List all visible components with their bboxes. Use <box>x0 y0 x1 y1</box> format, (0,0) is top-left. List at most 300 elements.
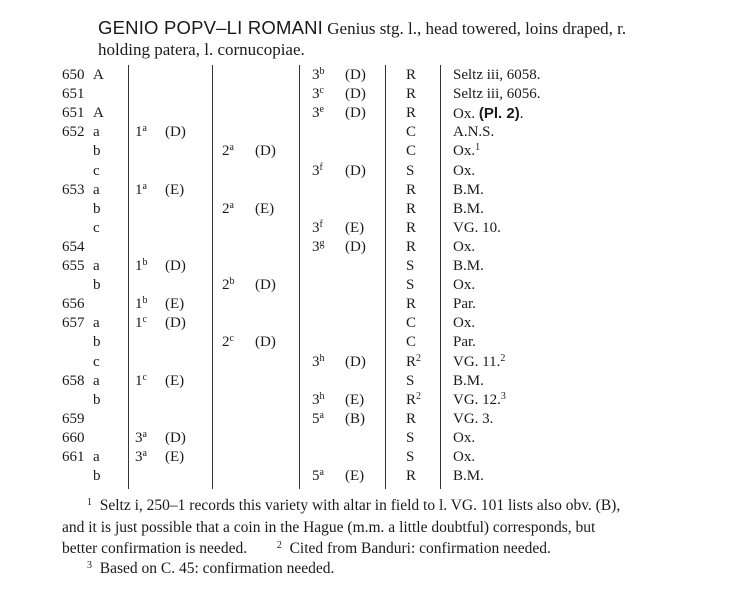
reference <box>453 123 494 142</box>
table-row <box>0 353 739 372</box>
reference <box>453 238 475 257</box>
rarity-value: C <box>406 315 417 332</box>
reference <box>453 257 484 276</box>
table-row <box>0 314 739 333</box>
rarity-value: S <box>406 449 415 465</box>
table-row <box>0 104 739 123</box>
obverse-col3-value: 3 <box>312 238 320 255</box>
rarity-value: R <box>406 353 417 370</box>
reference-value: B.M. <box>453 468 484 485</box>
table-row <box>0 123 739 142</box>
reference <box>453 219 501 238</box>
table-row <box>0 181 739 200</box>
catalogue-number-value: 654 <box>62 238 85 255</box>
catalogue-number <box>62 104 85 123</box>
rarity-value: C <box>406 334 417 351</box>
footnote-1-line2: and it is just possible that a coin in the Hague (m.m. a little doubtful) corresponds, but <box>62 519 596 536</box>
catalogue-number-value: 661 <box>62 449 85 465</box>
variety-letter <box>93 181 100 200</box>
rarity-value: R <box>406 200 417 217</box>
bust-col2-value: (D) <box>255 143 276 160</box>
bust-col3-value: (B) <box>345 410 365 427</box>
catalogue-number-value: 655 <box>62 258 85 274</box>
reference-value: B.M. <box>453 258 484 274</box>
obverse-col2 <box>222 200 234 219</box>
catalogue-number-value: 657 <box>62 315 85 332</box>
bust-col1 <box>165 123 186 142</box>
bust-col2 <box>255 200 274 219</box>
rarity-value: S <box>406 429 415 446</box>
catalogue-number <box>62 123 85 142</box>
bust-col1-value: (D) <box>165 258 186 274</box>
catalogue-number <box>62 314 85 333</box>
obverse-col3-value: 3 <box>312 86 320 103</box>
variety-letter-value: a <box>93 449 100 465</box>
reference <box>453 85 541 104</box>
reference-value: Ox. <box>453 429 476 446</box>
rarity <box>406 219 416 238</box>
obverse-col3-superscript: e <box>319 104 324 116</box>
bust-col1-value: (E) <box>165 296 185 313</box>
obverse-col3-superscript: f <box>319 161 323 173</box>
reference <box>453 276 475 295</box>
variety-letter-value: a <box>93 372 100 389</box>
bust-col3 <box>345 162 366 181</box>
rarity-value: R <box>406 181 417 198</box>
catalogue-number <box>62 85 85 104</box>
footnote-3 <box>87 560 334 578</box>
table-row <box>0 333 739 352</box>
bust-col1-value: (E) <box>165 449 185 465</box>
table-row <box>0 372 739 391</box>
obverse-col3 <box>312 162 323 181</box>
reference-value: Ox. <box>453 277 476 294</box>
reference-value: Ox. <box>453 143 476 160</box>
footnote-1-text-end: better confirmation is needed. <box>62 540 248 557</box>
variety-letter <box>93 200 101 219</box>
rarity-superscript: 2 <box>416 390 422 402</box>
variety-letter <box>93 276 101 295</box>
obverse-col3 <box>312 391 325 410</box>
obverse-col1-value: 1 <box>135 372 143 389</box>
catalogue-number-value: 650 <box>62 67 85 83</box>
variety-letter-value: c <box>93 353 100 370</box>
catalogue-number <box>62 429 85 448</box>
rarity <box>406 123 416 142</box>
footnote-3-text: Based on C. 45: confirmation needed. <box>99 560 335 577</box>
rarity <box>406 372 414 391</box>
variety-letter-value: b <box>93 143 101 160</box>
obverse-col2-value: 2 <box>222 200 230 217</box>
catalogue-number <box>62 238 85 257</box>
reference <box>453 200 484 219</box>
bust-col2 <box>255 276 276 295</box>
obverse-col2-superscript: a <box>229 142 234 154</box>
obverse-col2-superscript: a <box>229 199 234 211</box>
variety-letter <box>93 104 104 123</box>
reference <box>453 142 480 161</box>
rarity <box>406 333 416 352</box>
variety-letter <box>93 66 104 85</box>
obverse-col1-value: 3 <box>135 429 143 446</box>
table-row <box>0 200 739 219</box>
rarity-value: R <box>406 468 417 485</box>
table-row <box>0 162 739 181</box>
reference <box>453 295 476 314</box>
obverse-col1 <box>135 448 147 467</box>
bust-col1 <box>165 257 186 276</box>
rarity <box>406 295 416 314</box>
reference <box>453 181 484 200</box>
bust-col1-value: (E) <box>165 181 185 198</box>
table-row <box>0 257 739 276</box>
bust-col1-value: (D) <box>165 315 186 332</box>
obverse-col1-value: 1 <box>135 258 143 274</box>
reference-value: Seltz iii, 6058. <box>453 67 541 83</box>
obverse-col1-value: 1 <box>135 296 143 313</box>
variety-letter-value: b <box>93 200 101 217</box>
bust-col3-value: (D) <box>345 238 366 255</box>
reference-superscript: 3 <box>500 390 506 402</box>
variety-letter <box>93 391 101 410</box>
obverse-col1-value: 1 <box>135 315 143 332</box>
catalogue-number <box>62 181 85 200</box>
rarity-value: S <box>406 258 415 274</box>
bust-col3 <box>345 66 366 85</box>
obverse-col1 <box>135 295 148 314</box>
reference <box>453 104 523 124</box>
table-row <box>0 276 739 295</box>
obverse-col3 <box>312 66 325 85</box>
catalogue-number-value: 651 <box>62 105 85 122</box>
variety-letter-value: A <box>93 105 104 122</box>
obverse-col2-value: 2 <box>222 143 230 160</box>
rarity-value: R <box>406 296 417 313</box>
obverse-col3 <box>312 219 323 238</box>
obverse-col3-value: 3 <box>312 353 320 370</box>
obverse-col3-superscript: h <box>319 352 325 364</box>
bust-col3-value: (D) <box>345 86 366 103</box>
variety-letter <box>93 123 100 142</box>
reference-value: VG. 3. <box>453 410 494 427</box>
bust-col3-value: (D) <box>345 105 366 122</box>
rarity-superscript: 2 <box>416 352 422 364</box>
obverse-col3-superscript: b <box>319 66 325 77</box>
variety-letter-value: a <box>93 315 100 332</box>
rarity <box>406 162 414 181</box>
reference <box>453 410 493 429</box>
obverse-col1-value: 1 <box>135 181 143 198</box>
obverse-col1-value: 3 <box>135 449 143 465</box>
table-row <box>0 410 739 429</box>
bust-col1-value: (D) <box>165 124 186 141</box>
obverse-col1-superscript: c <box>142 314 147 326</box>
reference <box>453 429 475 448</box>
bust-col3 <box>345 467 364 486</box>
rarity-value: S <box>406 277 415 294</box>
reference <box>453 333 476 352</box>
catalogue-number-value: 652 <box>62 124 85 141</box>
bust-col3 <box>345 85 366 104</box>
catalogue-number <box>62 295 85 314</box>
reference-value: Ox. <box>453 238 476 255</box>
catalogue-number <box>62 448 85 467</box>
table-row <box>0 142 739 161</box>
bust-col3-value: (E) <box>345 468 365 485</box>
catalogue-number <box>62 66 85 85</box>
obverse-col3-value: 3 <box>312 219 320 236</box>
reference-superscript: 1 <box>475 142 481 154</box>
reference-value: B.M. <box>453 200 484 217</box>
obverse-col1 <box>135 372 147 391</box>
rarity <box>406 410 416 429</box>
obverse-col3-value: 3 <box>312 67 320 83</box>
reference-value: VG. 10. <box>453 219 501 236</box>
rarity-value: R <box>406 391 417 408</box>
table-row <box>0 429 739 448</box>
bust-col1 <box>165 429 186 448</box>
rarity <box>406 85 416 104</box>
obverse-col3 <box>312 104 324 123</box>
reference-value: Par. <box>453 334 476 351</box>
obverse-col1-superscript: a <box>142 448 147 459</box>
rarity <box>406 238 416 257</box>
obverse-col2-superscript: b <box>229 276 235 288</box>
rarity-value: R <box>406 86 417 103</box>
footnote-1-line1 <box>87 497 620 515</box>
obverse-col2-value: 2 <box>222 334 230 351</box>
rarity <box>406 391 421 410</box>
variety-letter-value: a <box>93 181 100 198</box>
obverse-col1-superscript: b <box>142 257 148 268</box>
catalogue-number <box>62 257 85 276</box>
catalogue-number-value: 656 <box>62 296 85 313</box>
footnote-1-line3 <box>62 540 551 558</box>
table-row <box>0 295 739 314</box>
catalogue-number <box>62 372 85 391</box>
rarity-value: R <box>406 105 417 122</box>
variety-letter-value: b <box>93 391 101 408</box>
variety-letter <box>93 314 100 333</box>
rarity <box>406 257 414 276</box>
bust-col2-value: (D) <box>255 277 276 294</box>
reference-value: B.M. <box>453 372 484 389</box>
obverse-col3-value: 3 <box>312 391 320 408</box>
type-description-line2: holding patera, l. cornucopiae. <box>98 40 305 59</box>
obverse-col3 <box>312 85 324 104</box>
variety-letter-value: b <box>93 468 101 485</box>
reference-value: VG. 12. <box>453 391 501 408</box>
footnote-marker: 3 <box>87 560 92 571</box>
obverse-col3-value: 3 <box>312 162 320 179</box>
obverse-col2-value: 2 <box>222 277 230 294</box>
reference-value: B.M. <box>453 181 484 198</box>
reference-superscript: 2 <box>500 352 506 364</box>
obverse-col1 <box>135 257 148 276</box>
reference-value: Ox. <box>453 106 476 123</box>
obverse-col1-value: 1 <box>135 124 143 141</box>
catalogue-number-value: 653 <box>62 181 85 198</box>
reference <box>453 372 484 391</box>
variety-letter-value: A <box>93 67 104 83</box>
obverse-col1-superscript: a <box>142 428 147 440</box>
obverse-col3-superscript: a <box>319 467 324 479</box>
variety-letter-value: c <box>93 162 100 179</box>
table-row <box>0 85 739 104</box>
rarity-value: R <box>406 219 417 236</box>
obverse-col1 <box>135 181 147 200</box>
catalogue-number-value: 660 <box>62 429 85 446</box>
bust-col3 <box>345 410 365 429</box>
reference <box>453 66 541 85</box>
variety-letter <box>93 162 100 181</box>
obverse-col3-superscript: g <box>319 237 325 249</box>
reference-value: Ox. <box>453 315 476 332</box>
bust-col1 <box>165 448 184 467</box>
catalogue-number <box>62 410 85 429</box>
bust-col2-value: (D) <box>255 334 276 351</box>
bust-col3-value: (E) <box>345 391 365 408</box>
variety-letter-value: c <box>93 219 100 236</box>
bust-col1-value: (D) <box>165 429 186 446</box>
variety-letter <box>93 142 101 161</box>
rarity-value: S <box>406 162 415 179</box>
bust-col2 <box>255 142 276 161</box>
footnote-marker: 1 <box>87 497 92 508</box>
table-row <box>0 66 739 85</box>
footnote-marker: 2 <box>276 540 282 551</box>
table-row <box>0 448 739 467</box>
reference-value: Seltz iii, 6056. <box>453 86 541 103</box>
catalogue-number-value: 651 <box>62 86 85 103</box>
obverse-col1-superscript: a <box>142 123 147 135</box>
bust-col1 <box>165 181 184 200</box>
reference-value: A.N.S. <box>453 124 495 141</box>
reference-value: VG. 11. <box>453 353 501 370</box>
rarity <box>406 181 416 200</box>
coin-legend: GENIO POPV–LI ROMANI <box>98 17 324 38</box>
rarity <box>406 314 416 333</box>
obverse-col3 <box>312 467 324 486</box>
variety-letter-value: a <box>93 124 100 141</box>
reference-value: Ox. <box>453 449 476 465</box>
obverse-col3-superscript: h <box>319 390 325 402</box>
rarity <box>406 276 414 295</box>
variety-letter <box>93 448 100 467</box>
obverse-col2 <box>222 276 235 295</box>
table-row <box>0 238 739 257</box>
reference <box>453 391 506 410</box>
obverse-col1 <box>135 123 147 142</box>
bust-col1-value: (E) <box>165 372 185 389</box>
rarity <box>406 142 416 161</box>
rarity <box>406 66 416 85</box>
obverse-col3-value: 3 <box>312 105 320 122</box>
variety-letter-value: b <box>93 334 101 351</box>
bust-col3 <box>345 391 364 410</box>
rarity <box>406 429 414 448</box>
catalogue-number-value: 659 <box>62 410 85 427</box>
bust-col2 <box>255 333 276 352</box>
footnote-1-text: Seltz i, 250–1 records this variety with altar in field to l. VG. 101 lists also obv. (B), <box>99 497 621 514</box>
variety-table <box>0 63 739 493</box>
rarity-value: R <box>406 67 417 83</box>
plate-reference: (Pl. 2) <box>478 105 520 123</box>
rarity <box>406 448 414 467</box>
reference <box>453 314 475 333</box>
variety-letter-value: b <box>93 277 101 294</box>
rarity <box>406 104 416 123</box>
rarity-value: C <box>406 143 417 160</box>
bust-col3-value: (D) <box>345 162 366 179</box>
variety-letter-value: a <box>93 258 100 274</box>
obverse-col2 <box>222 333 234 352</box>
rarity-value: R <box>406 238 417 255</box>
bust-col3 <box>345 353 366 372</box>
table-row <box>0 391 739 410</box>
obverse-col1 <box>135 314 147 333</box>
bust-col3 <box>345 238 366 257</box>
bust-col3-value: (D) <box>345 353 366 370</box>
obverse-col1 <box>135 429 147 448</box>
bust-col3 <box>345 104 366 123</box>
obverse-col3-superscript: a <box>319 409 324 421</box>
variety-letter <box>93 219 100 238</box>
variety-letter <box>93 257 100 276</box>
footnote-2-text: Cited from Banduri: confirmation needed. <box>289 540 551 557</box>
obverse-col3 <box>312 238 325 257</box>
variety-letter <box>93 333 101 352</box>
plate-reference-punctuation: . <box>519 106 524 123</box>
obverse-col1-superscript: b <box>142 295 148 307</box>
catalogue-number-value: 658 <box>62 372 85 389</box>
bust-col2-value: (E) <box>255 200 275 217</box>
rarity <box>406 353 421 372</box>
reference <box>453 162 475 181</box>
obverse-col3-value: 5 <box>312 468 320 485</box>
bust-col1 <box>165 314 186 333</box>
bust-col3 <box>345 219 364 238</box>
table-row <box>0 467 739 486</box>
obverse-col1-superscript: a <box>142 180 147 192</box>
obverse-col2 <box>222 142 234 161</box>
type-description-line1: Genius stg. l., head towered, loins draped, r. <box>327 19 627 38</box>
obverse-col3-superscript: f <box>319 218 323 230</box>
obverse-col3-superscript: c <box>319 85 324 97</box>
bust-col1 <box>165 372 184 391</box>
rarity <box>406 467 416 486</box>
variety-letter <box>93 372 100 391</box>
reference <box>453 448 475 467</box>
variety-letter <box>93 353 100 372</box>
reference <box>453 467 484 486</box>
variety-letter <box>93 467 101 486</box>
obverse-col3-value: 5 <box>312 410 320 427</box>
rarity-value: R <box>406 410 417 427</box>
table-row <box>0 219 739 238</box>
obverse-col1-superscript: c <box>142 371 147 383</box>
type-heading <box>98 17 626 39</box>
rarity <box>406 200 416 219</box>
bust-col3-value: (E) <box>345 219 365 236</box>
bust-col3-value: (D) <box>345 67 366 83</box>
obverse-col3 <box>312 353 325 372</box>
reference <box>453 353 505 372</box>
obverse-col2-superscript: c <box>229 333 234 345</box>
rarity-value: S <box>406 372 415 389</box>
reference-value: Par. <box>453 296 476 313</box>
bust-col1 <box>165 295 184 314</box>
